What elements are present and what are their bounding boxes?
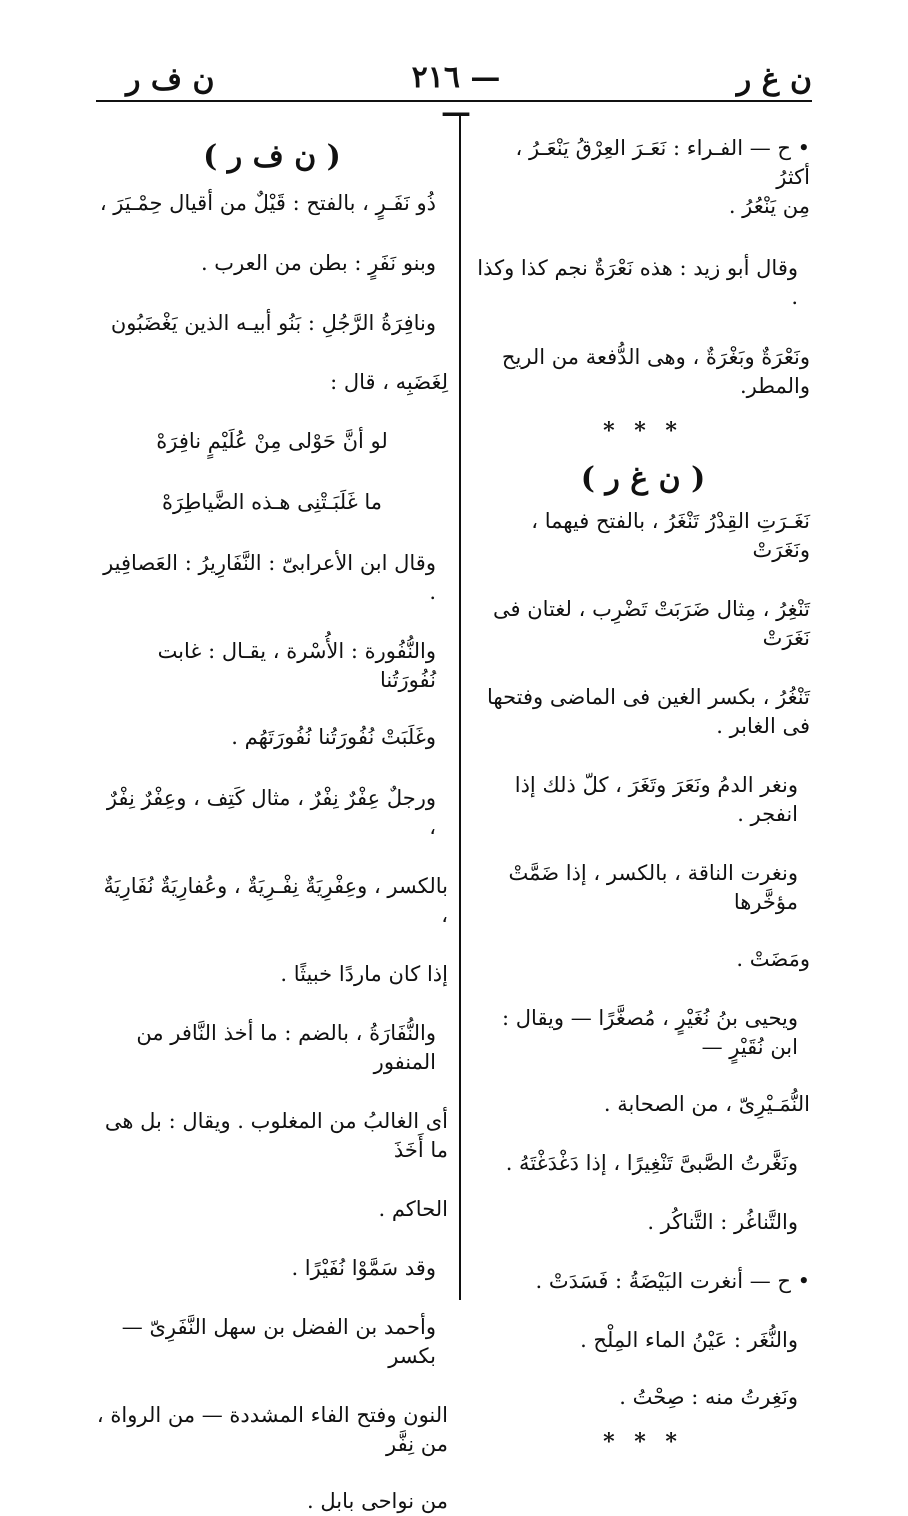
entry-line: ويحيى بنُ نُغَيْرٍ ، مُصغَّرًا — ويقال : ابن نُقَيْرٍ — (502, 1006, 798, 1059)
header-root-right: ن غ ر (736, 62, 812, 97)
header-rule (96, 100, 812, 102)
entry-line: وقال ابن الأعرابىّ : النَّفَارِيرُ : العَصافِير . (103, 551, 436, 604)
entry-line: وغَلَبَتْ نُفُورَتُنا نُفُورَتَهُم . (231, 725, 436, 749)
column-divider (459, 116, 461, 1300)
left-column (96, 134, 448, 1516)
entry-line: والنُّغَر : عَيْنُ الماء المِلْح . (580, 1328, 798, 1352)
entry-line: نَغَـرَتِ القِدْرُ تَنْغَرُ ، بالفتح فيهما ، ونَغَرَتْ (531, 509, 810, 562)
right-column (476, 134, 810, 1457)
entry-line: أى الغالبُ من المغلوب . ويقال : بل هى ما أَخَذَ (104, 1109, 448, 1162)
entry-line: والتَّناغُر : التَّناكُر . (647, 1210, 798, 1234)
entry-line: • ح — الفـراء : نَعَـرَ العِرْقُ يَنْعَـرُ ، أكثرُ (515, 136, 810, 189)
entry-line: ونَعْرَةٌ وبَغْرَةٌ ، وهى الدُّفعة من الريح والمطر. (501, 345, 810, 398)
entry-line: مِن يَنْعُرُ . (728, 194, 810, 218)
entry-line: تَنْغُرُ ، بكسر الغين فى الماضى وفتحها فى الغابر . (487, 685, 810, 738)
page-number: — ٢١٦ — (411, 60, 501, 130)
entry-line: من نواحى بابل . (307, 1489, 448, 1513)
entry-line: ونغرت الناقة ، بالكسر ، إذا ضَمَّتْ مؤخَّرها (508, 861, 798, 914)
entry-line: ونَغَّرتُ الصَّبىَّ تَنْغِيرًا ، إذا دَغْدَغْتَهُ . (505, 1151, 798, 1175)
entry-line: وبنو نَفَرٍ : بطن من العرب . (200, 251, 436, 275)
entry-line: إذا كان ماردًا خبيثًا . (280, 962, 448, 986)
entry-line: وقال أبو زيد : هذه نَعْرَةٌ نجم كذا وكذا . (477, 256, 798, 309)
entry-line: الحاكم . (378, 1197, 448, 1221)
header-root-left: ن ف ر (126, 62, 215, 97)
entry-line: النون وفتح الفاء المشددة — من الرواة ، من نِفَّر (96, 1403, 448, 1456)
entry-line: ذُو نَفَـرٍ ، بالفتح : قَيْلٌ من أقيال حِمْـيَرَ ، (99, 191, 436, 215)
entry-line: وأحمد بن الفضل بن سهل النَّفَرِىّ — بكسر (121, 1315, 436, 1368)
section-title-nfr: ( ن ف ر ) (203, 139, 341, 174)
entry-line: ورجلٌ عِفْرٌ نِفْرٌ ، مثال كَتِف ، وعِفْرٌ نِفْرٌ ، (106, 786, 436, 839)
entry-line: ونَغِرتُ منه : صِحْتُ . (619, 1385, 798, 1409)
poem-verse: ما غَلَبَـتْنِى هـذه الضَّياطِرَهْ (161, 490, 382, 514)
entry-line: ونافِرَةُ الرَّجُلِ : بَنُو أبيـه الذين يَغْضَبُون (110, 311, 436, 335)
entry-line: والنُّفَارَةُ ، بالضم : ما أخذ النَّافر من المنفور (136, 1021, 436, 1074)
section-title-ngr: ( ن غ ر ) (580, 461, 706, 496)
section-separator: * * * (603, 1429, 683, 1455)
entry-line: والنُّفُورة : الأُسْرة ، يقـال : غابت نُفُورَتُنا (157, 639, 436, 692)
section-separator: * * * (603, 418, 683, 444)
entry-line: ومَضَتْ . (736, 947, 810, 971)
entry-line: • ح — أنغرت البَيْضَةُ : فَسَدَتْ . (535, 1269, 810, 1293)
poem-verse: لو أنَّ حَوْلى مِنْ عُلَيْمٍ نافِرَهْ (156, 429, 388, 453)
entry-line: ونغر الدمُ ونَعَرَ وتَغَرَ ، كلّ ذلك إذا انفجر . (514, 773, 798, 826)
page-header (96, 56, 812, 130)
entry-line: بالكسر ، وعِفْرِيَةٌ نِفْـرِيَةٌ ، وعُفارِيَةٌ نُفَارِيَةٌ ، (103, 874, 448, 927)
entry-line: وقد سَمَّوْا نُفَيْرًا . (291, 1256, 436, 1280)
entry-line: لِغَضَبِه ، قال : (330, 370, 448, 394)
entry-line: تَنْغِرُ ، مِثال ضَرَبَتْ تَضْرِب ، لغتان فى نَغَرَتْ (493, 597, 810, 650)
entry-line: النُّمَـيْرِىّ ، من الصحابة . (603, 1092, 810, 1116)
